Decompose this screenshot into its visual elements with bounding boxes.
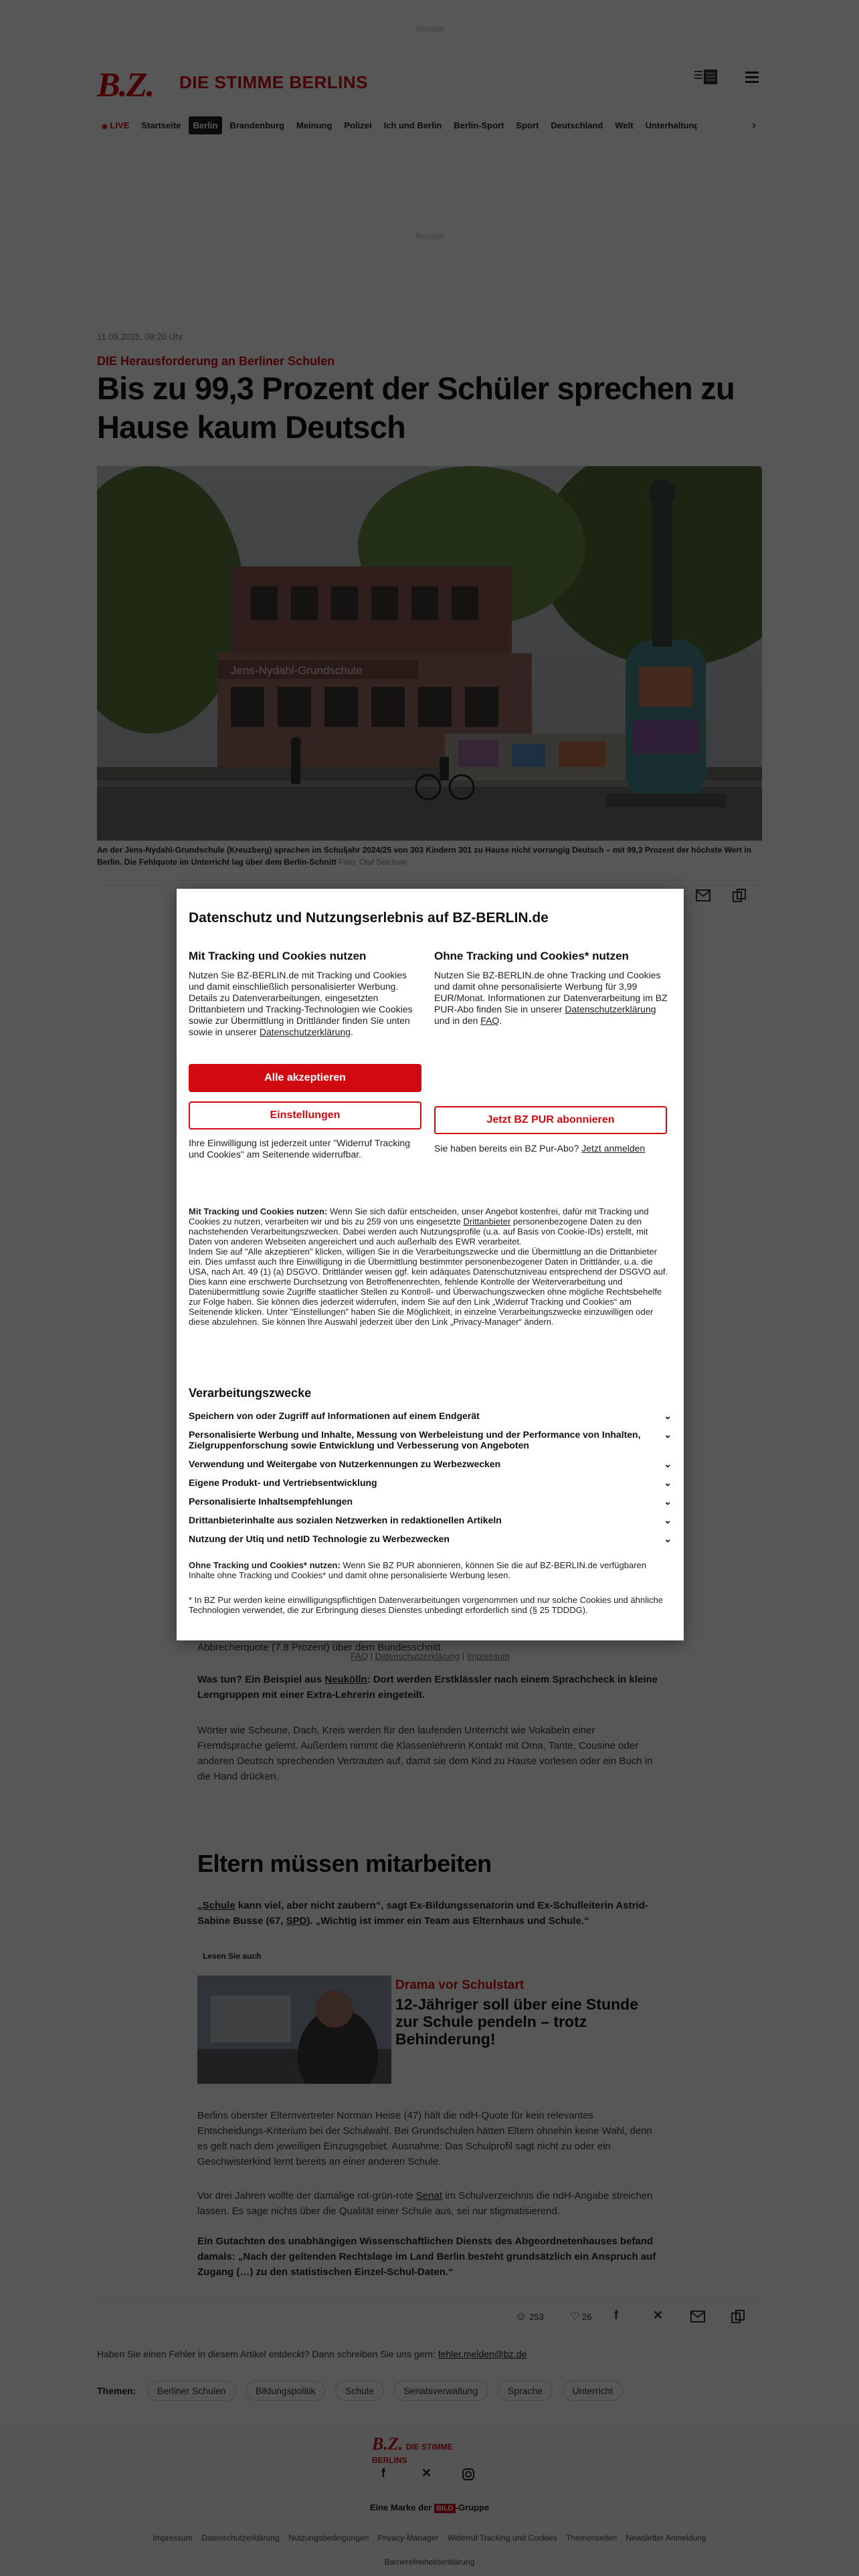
accept-all-button[interactable]: Alle akzeptieren — [189, 1064, 421, 1092]
purpose-label: Drittanbieterinhalte aus sozialen Netzwerken in redaktionellen Artikeln — [189, 1515, 502, 1525]
footnote: * In BZ Pur werden keine einwilligungspflichtigen Datenverarbeitungen vorgenommen und nur solche Cookies und ähnliche Technologien verwendet, die zur Erbringung dieses Dienstes unbedingt erforderlich sind (§ 25 TDDDG). — [189, 1595, 663, 1615]
details-label: Mit Tracking und Cookies nutzen: — [189, 1206, 328, 1216]
privacy-policy-link[interactable]: Datenschutzerklärung — [259, 1027, 351, 1037]
consent-right-text-c: . — [499, 1015, 502, 1026]
chevron-down-icon[interactable]: ⌄ — [664, 1477, 672, 1488]
login-line — [434, 1143, 668, 1154]
consent-right-heading: Ohne Tracking und Cookies* nutzen — [434, 950, 629, 962]
consent-right-text-a: Nutzen Sie BZ-BERLIN.de ohne Tracking und Cookies und damit ohne personalisierte Werbung für 3,99 EUR/Monat. Informationen zur Datenverarbeitung im BZ PUR-Abo finden Sie in unserer — [434, 970, 668, 1014]
purpose-item[interactable] — [189, 1496, 672, 1507]
consent-title: Datenschutz und Nutzungserlebnis auf BZ-BERLIN.de — [189, 910, 549, 926]
faq-link[interactable]: FAQ — [351, 1651, 369, 1661]
purpose-label: Personalisierte Werbung und Inhalte, Messung von Werbeleistung und der Performance von Inhalten, Zielgruppenforschung sowie Entwicklung und Verbesserung von Angeboten — [189, 1429, 641, 1451]
chevron-down-icon[interactable]: ⌄ — [664, 1429, 672, 1440]
consent-details-p2: Indem Sie auf "Alle akzeptieren" klicken, willigen Sie in die Verarbeitungszwecke und die Übermittlung an die Drittanbieter ein. Dies umfasst auch Ihre Einwilligung in die Übermittlung bestimmter personenbezogener Daten in Drittländer, u.a. die USA, nach Art. 49 (1) (a) DSGVO. Drittländer weisen ggf. kein adäquates Datenschutzniveau entsprechend der DSGVO auf. Dies kann eine erschwerte Durchsetzung von Betroffenenrechten, fehlende Kontrolle der Weiterverarbeitung und Datenübermittlung sowie Zugriffe staatlicher Stellen zu Kontroll- und Überwachungszwecken ohne mögliche Rechtsbehelfe zur Folge haben. Sie können dies jederzeit widerrufen, indem Sie auf den Link „Widerruf Tracking und Cookies“ am Seitenende klicken. Unter "Einstellungen" haben Sie die Möglichkeit, in einzelne Verarbeitungszwecke einzuwilligen oder diese abzulehnen. Sie können Ihre Auswahl jederzeit über den Link „Privacy-Manager“ ändern. — [189, 1247, 668, 1327]
chevron-down-icon[interactable]: ⌄ — [664, 1533, 672, 1544]
consent-details-p1 — [189, 1206, 672, 1247]
purposes-heading: Verarbeitungszwecke — [189, 1386, 312, 1400]
faq-link[interactable]: FAQ — [480, 1015, 500, 1026]
chevron-down-icon[interactable]: ⌄ — [664, 1410, 672, 1421]
details-a: Wenn Sie sich dafür entscheiden, unser Angebot kostenfrei, dafür mit Tracking und Cookies zu nutzen, verarbeiten wir und bis zu 259 von uns eingesetzte — [189, 1206, 649, 1226]
purpose-item[interactable] — [189, 1429, 672, 1451]
consent-left-text-a: Nutzen Sie BZ-BERLIN.de mit Tracking und Cookies und damit einschließlich personalisierter Werbung. Details zu Datenverarbeitungen, eingesetzten Drittanbietern und Tracking-Technologien wie Cookies sowie zur Übermittlung in Drittländer finden Sie unten sowie in unserer — [189, 970, 413, 1037]
consent-left-text — [189, 970, 423, 1038]
without-text: Wenn Sie BZ PUR abonnieren, können Sie die auf BZ-BERLIN.de verfügbaren Inhalte ohne Tracking und Cookies* und damit ohne personalisierte Werbung lesen. — [189, 1560, 646, 1580]
purpose-label: Personalisierte Inhaltsempfehlungen — [189, 1496, 353, 1507]
consent-dialog — [177, 889, 684, 1661]
without-tracking-text — [189, 1560, 672, 1580]
purpose-label: Speichern von oder Zugriff auf Informationen auf einem Endgerät — [189, 1410, 480, 1421]
purpose-item[interactable] — [189, 1459, 672, 1470]
privacy-policy-link[interactable]: Datenschutzerklärung — [375, 1651, 460, 1661]
imprint-link[interactable]: Impressum — [466, 1651, 510, 1661]
settings-button[interactable]: Einstellungen — [189, 1101, 421, 1130]
details-b: personenbezogene Daten zu den nachstehenden Verarbeitungszwecken. Dabei werden auch Nutzungsprofile (u.a. auf Basis von Cookie-IDs) erstellt, mit Daten von anderen Webseiten angereichert und auch außerhalb des EWR verarbeitet. — [189, 1216, 648, 1247]
purpose-item[interactable] — [189, 1515, 672, 1526]
chevron-down-icon[interactable]: ⌄ — [664, 1496, 672, 1507]
consent-left-heading: Mit Tracking und Cookies nutzen — [189, 950, 367, 962]
purpose-item[interactable] — [189, 1410, 672, 1422]
consent-left-text-b: . — [351, 1027, 353, 1037]
without-label: Ohne Tracking und Cookies* nutzen: — [189, 1560, 341, 1570]
purpose-label: Nutzung der Utiq und netID Technologie zu Werbezwecken — [189, 1533, 450, 1544]
purpose-label: Verwendung und Weitergabe von Nutzerkennungen zu Werbezwecken — [189, 1459, 501, 1469]
third-parties-link[interactable]: Drittanbieter — [463, 1216, 511, 1226]
consent-footer-links: FAQ | Datenschutzerklärung | Impressum — [351, 1651, 510, 1661]
login-text: Sie haben bereits ein BZ Pur-Abo? — [434, 1143, 582, 1154]
login-link[interactable]: Jetzt anmelden — [581, 1143, 646, 1154]
subscribe-button[interactable]: Jetzt BZ PUR abonnieren — [434, 1106, 667, 1134]
revoke-note: Ihre Einwilligung ist jederzeit unter "Widerruf Tracking und Cookies" am Seitenende widerrufbar. — [189, 1138, 410, 1160]
consent-details — [189, 1206, 672, 1327]
purpose-item[interactable] — [189, 1533, 672, 1545]
privacy-policy-link[interactable]: Datenschutzerklärung — [565, 1004, 656, 1014]
consent-right-column — [434, 949, 668, 1027]
chevron-down-icon[interactable]: ⌄ — [664, 1459, 672, 1469]
purpose-item[interactable] — [189, 1477, 672, 1489]
consent-right-text-b: und in den — [434, 1015, 481, 1026]
chevron-down-icon[interactable]: ⌄ — [664, 1515, 672, 1525]
consent-right-text — [434, 970, 668, 1027]
purpose-label: Eigene Produkt- und Vertriebsentwicklung — [189, 1477, 377, 1488]
consent-left-column — [189, 949, 423, 1038]
